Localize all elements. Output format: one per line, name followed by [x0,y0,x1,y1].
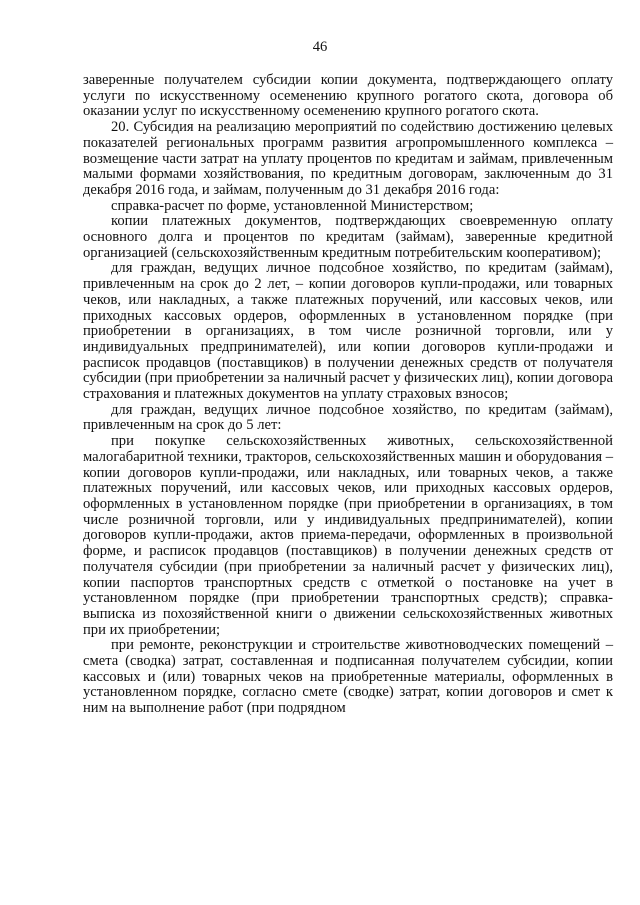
paragraph-1: заверенные получателем субсидии копии документа, подтверждающего оплату услуги по искусственному осеменению крупного рогатого скота, договора об оказании услуг по искусственному осеменению крупного рогатого скота. [83,72,613,120]
paragraph-3: справка-расчет по форме, установленной Министерством; [111,197,474,214]
paragraph-6: для граждан, ведущих личное подсобное хозяйство, по кредитам (займам), привлеченным на срок до 5 лет: [83,401,613,434]
paragraph-4: копии платежных документов, подтверждающих своевременную оплату основного долга и процентов по кредитам (займам), заверенные кредитной организацией (сельскохозяйственным кредитным потребительским кооперативом); [83,213,613,261]
paragraph-8: при ремонте, реконструкции и строительстве животноводческих помещений – смета (сводка) затрат, составленная и подписанная получателем субсидии, копии кассовых и (или) товарных чеков на приобретенные материалы, оформленных в установленном порядке, согласно смете (сводке) затрат, копии договоров и смет к ним на выполнение работ (при подрядном [83,637,613,717]
paragraph-5: для граждан, ведущих личное подсобное хозяйство, по кредитам (займам), привлеченным на срок до 2 лет, – копии договоров купли-продажи, или товарных чеков, или накладных, а также платежных поручений, или кассовых чеков, или приходных кассовых ордеров, оформленных в установленном порядке (при приобретении в организациях, в том числе розничной торговли, или у индивидуальных предпринимателей), или копии договоров купли-продажи и расписок продавцов (поставщиков) в получении денежных средств от получателя субсидии (при приобретении за наличный расчет у физических лиц), копии договора страхования и платежных документов на уплату страховых взносов; [83,260,613,403]
paragraph-2: 20. Субсидия на реализацию мероприятий по содействию достижению целевых показателей региональных программ развития агропромышленного комплекса – возмещение части затрат на уплату процентов по кредитам и займам, привлеченным малыми формами хозяйствования, по кредитным договорам, заключенным до 31 декабря 2016 года, и займам, полученным до 31 декабря 2016 года: [83,119,613,198]
document-body [83,73,613,717]
paragraph-7: при покупке сельскохозяйственных животных, сельскохозяйственной малогабаритной техники, тракторов, сельскохозяйственных машин и оборудования – копии договоров купли-продажи, или накладных, или товарных чеков, а также платежных поручений, или кассовых чеков, или приходных кассовых ордеров, оформленных в установленном порядке (при приобретении в организациях, в том числе розничной торговли, или у индивидуальных предпринимателей), копии договоров купли-продажи, актов приема-передачи, оформленных в произвольной форме, и расписок продавцов (поставщиков) в получении денежных средств от получателя субсидии (при приобретении за наличный расчет у физических лиц), копии паспортов транспортных средств с отметкой о постановке на учет в установленном порядке (при приобретении транспортных средств); справка-выписка из похозяйственной книги о движении сельскохозяйственных животных при их приобретении; [83,433,613,638]
page-number: 46 [312,39,328,55]
